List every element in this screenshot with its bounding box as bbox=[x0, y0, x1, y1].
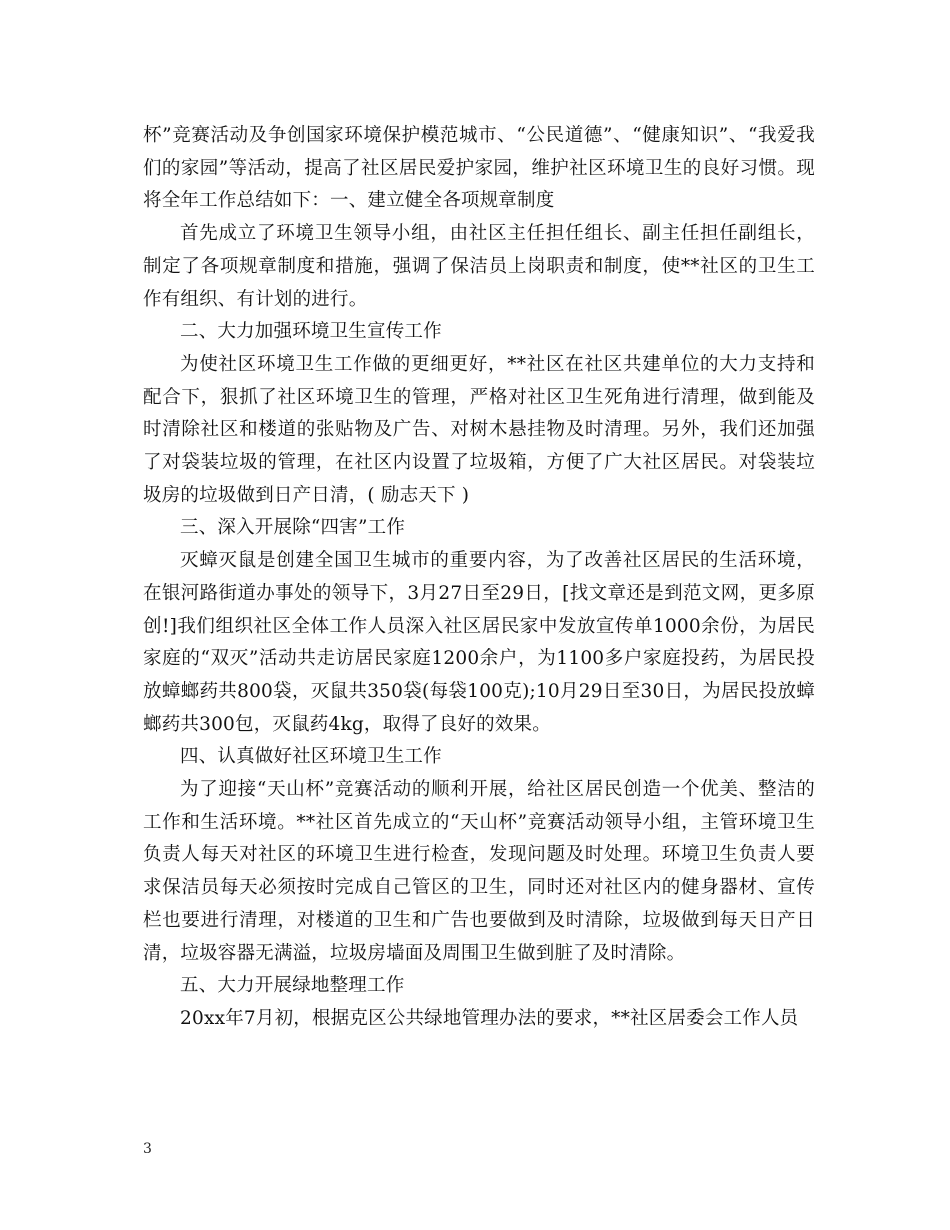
paragraph-3: 为使社区环境卫生工作做的更细更好，**社区在社区共建单位的大力支持和配合下，狠抓了社区环境卫生的管理，严格对社区卫生死角进行清理，做到能及时清除社区和楼道的张贴物及广告、对树木悬挂物及时清理。另外，我们还加强了对袋装垃圾的管理，在社区内设置了垃圾箱，方便了广大社区居民。对袋装垃圾房的垃圾做到日产日清，( 励志天下 ) bbox=[143, 353, 815, 506]
document-body bbox=[143, 120, 815, 1036]
section-heading-3: 三、深入开展除“四害”工作 bbox=[180, 517, 406, 539]
section-heading-5: 五、大力开展绿地整理工作 bbox=[180, 975, 405, 997]
paragraph-5: 为了迎接“天山杯”竞赛活动的顺利开展，给社区居民创造一个优美、整洁的工作和生活环境。**社区首先成立的“天山杯”竞赛活动领导小组，主管环境卫生负责人每天对社区的环境卫生进行检查，发现问题及时处理。环境卫生负责人要求保洁员每天必须按时完成自己管区的卫生，同时还对社区内的健身器材、宣传栏也要进行清理，对楼道的卫生和广告也要做到及时清除，垃圾做到每天日产日清，垃圾容器无满溢，垃圾房墙面及周围卫生做到脏了及时清除。 bbox=[143, 779, 815, 964]
paragraph-1: 杯”竞赛活动及争创国家环境保护模范城市、“公民道德”、“健康知识”、“我爱我们的家园”等活动，提高了社区居民爱护家园，维护社区环境卫生的良好习惯。现将全年工作总结如下：一、建立健全各项规章制度 bbox=[143, 125, 815, 212]
section-heading-2: 二、大力加强环境卫生宣传工作 bbox=[180, 321, 442, 343]
paragraph-2: 首先成立了环境卫生领导小组，由社区主任担任组长、副主任担任副组长，制定了各项规章制度和措施，强调了保洁员上岗职责和制度，使**社区的卫生工作有组织、有计划的进行。 bbox=[143, 223, 815, 310]
paragraph-6: 20xx年7月初，根据克区公共绿地管理办法的要求，**社区居委会工作人员 bbox=[180, 1007, 799, 1029]
page-number: 3 bbox=[143, 1141, 152, 1157]
paragraph-4: 灭蟑灭鼠是创建全国卫生城市的重要内容，为了改善社区居民的生活环境，在银河路街道办事处的领导下，3月27日至29日，[找文章还是到范文网，更多原创!]我们组织社区全体工作人员深入社区居民家中发放宣传单1000余份，为居民家庭的“双灭”活动共走访居民家庭1200余户，为1100多户家庭投药，为居民投放蟑螂药共800袋，灭鼠共350袋(每袋100克);10月29日至30日，为居民投放蟑螂药共300包，灭鼠药4kg，取得了良好的效果。 bbox=[143, 550, 815, 735]
section-heading-4: 四、认真做好社区环境卫生工作 bbox=[180, 746, 442, 768]
